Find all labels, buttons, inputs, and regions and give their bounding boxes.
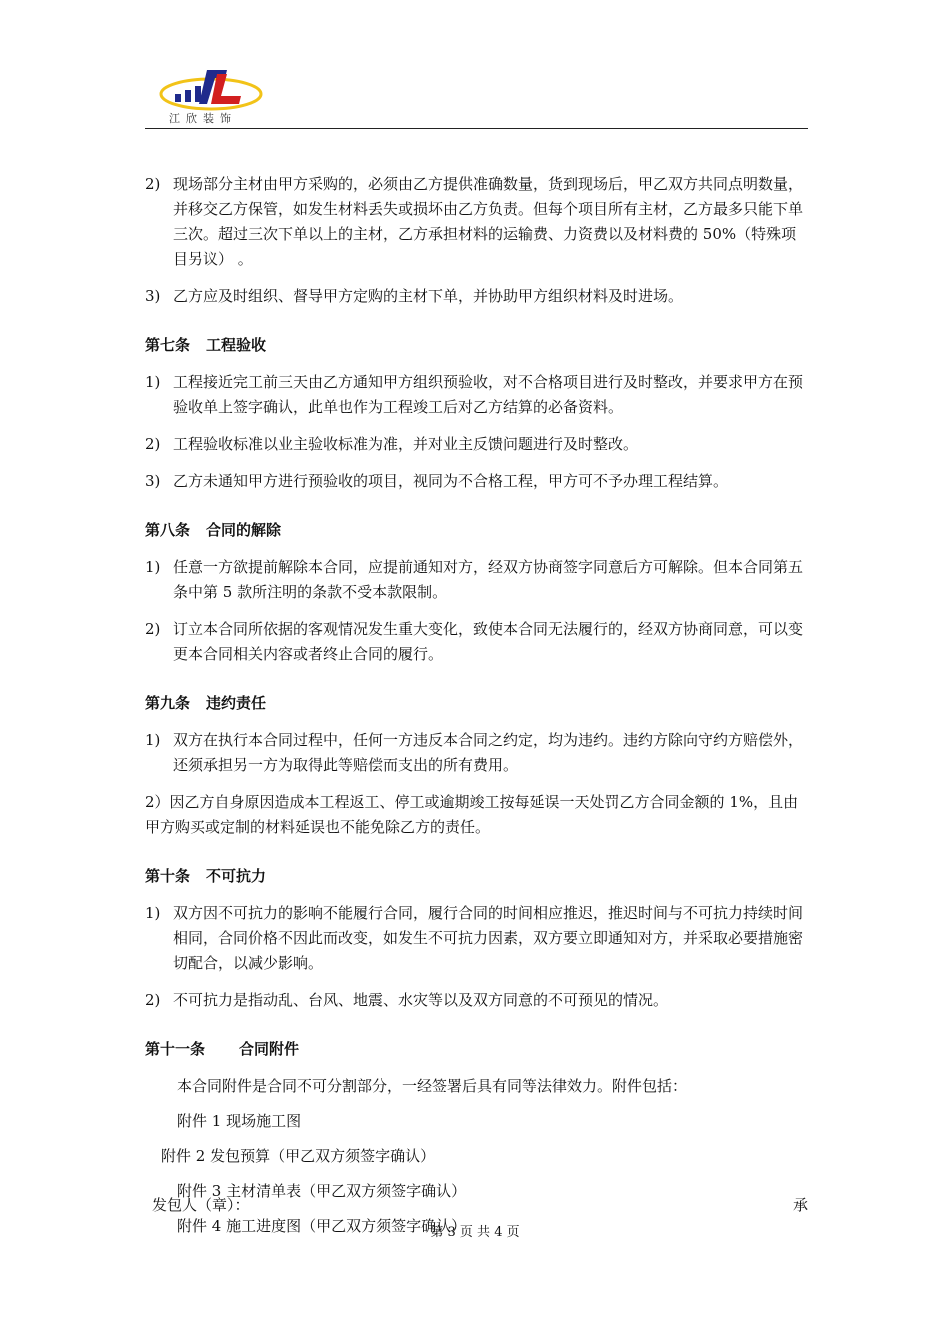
section-heading-11 bbox=[145, 1037, 808, 1062]
logo-text: 江欣装饰 bbox=[169, 112, 237, 125]
signature-right: 承 bbox=[792, 1196, 808, 1214]
item-number: 2) bbox=[145, 175, 161, 193]
item-text: 乙方应及时组织、督导甲方定购的主材下单，并协助甲方组织材料及时进场。 bbox=[173, 287, 684, 305]
item-text: 订立本合同所依据的客观情况发生重大变化，致使本合同无法履行的，经双方协商同意，可以变更本合同相关内容或者终止合同的履行。 bbox=[173, 620, 804, 663]
heading-title: 工程验收 bbox=[206, 336, 267, 354]
heading-title: 合同附件 bbox=[239, 1040, 300, 1058]
document-body bbox=[145, 172, 808, 1249]
item-text: 任意一方欲提前解除本合同，应提前通知对方，经双方协商签字同意后方可解除。但本合同第五条中第 5 款所注明的条款不受本款限制。 bbox=[173, 558, 804, 601]
item-text: 工程验收标准以业主验收标准为准，并对业主反馈问题进行及时整改。 bbox=[173, 435, 639, 453]
attachment-item: 附件 2 发包预算（甲乙双方须签字确认） bbox=[161, 1147, 436, 1165]
heading-number: 第十条 bbox=[145, 867, 191, 885]
item-number: 2) bbox=[145, 991, 161, 1009]
section-heading-10 bbox=[145, 864, 808, 889]
item-text: 双方因不可抗力的影响不能履行合同，履行合同的时间相应推迟，推迟时间与不可抗力持续时间相同，合同价格不因此而改变，如发生不可抗力因素，双方要立即通知对方，并采取必要措施密切配合，以减少影响。 bbox=[173, 904, 804, 972]
item-text: 乙方未通知甲方进行预验收的项目，视同为不合格工程，甲方可不予办理工程结算。 bbox=[173, 472, 729, 490]
header-rule bbox=[145, 128, 808, 129]
section-heading-7 bbox=[145, 333, 808, 358]
item-text: 双方在执行本合同过程中，任何一方违反本合同之约定，均为违约。违约方除向守约方赔偿外，还须承担另一方为取得此等赔偿而支出的所有费用。 bbox=[173, 731, 804, 774]
signature-left: 发包人（章）： bbox=[152, 1196, 250, 1214]
paragraph: 2）因乙方自身原因造成本工程返工、停工或逾期竣工按每延误一天处罚乙方合同金额的 1%，且由甲方购买或定制的材料延误也不能免除乙方的责任。 bbox=[145, 793, 799, 836]
heading-number: 第八条 bbox=[145, 521, 191, 539]
heading-title: 违约责任 bbox=[206, 694, 267, 712]
list-item bbox=[145, 988, 808, 1013]
page-header bbox=[145, 58, 808, 130]
heading-title: 不可抗力 bbox=[206, 867, 267, 885]
item-text: 现场部分主材由甲方采购的，必须由乙方提供准确数量，货到现场后，甲乙双方共同点明数量，并移交乙方保管，如发生材料丢失或损坏由乙方负责。但每个项目所有主材，乙方最多只能下单三次。超过三次下单以上的主材，乙方承担材料的运输费、力资费以及材料费的 50%（特殊项目另议） 。 bbox=[173, 175, 804, 268]
list-item bbox=[145, 469, 808, 494]
attachment-item: 附件 1 现场施工图 bbox=[177, 1112, 302, 1130]
item-number: 3) bbox=[145, 287, 161, 305]
heading-title: 合同的解除 bbox=[206, 521, 282, 539]
section-heading-8 bbox=[145, 518, 808, 543]
signature-row bbox=[152, 1193, 808, 1218]
item-text: 不可抗力是指动乱、台风、地震、水灾等以及双方同意的不可预见的情况。 bbox=[173, 991, 669, 1009]
attachments-intro: 本合同附件是合同不可分割部分，一经签署后具有同等法律效力。附件包括： bbox=[177, 1077, 688, 1095]
list-item bbox=[145, 432, 808, 457]
list-item bbox=[145, 555, 808, 605]
heading-number: 第九条 bbox=[145, 694, 191, 712]
list-item bbox=[145, 172, 808, 272]
list-item bbox=[145, 901, 808, 976]
list-item bbox=[145, 370, 808, 420]
list-item bbox=[145, 728, 808, 778]
item-number: 2) bbox=[145, 620, 161, 638]
list-item bbox=[145, 284, 808, 309]
item-number: 1) bbox=[145, 373, 161, 391]
heading-number: 第十一条 bbox=[145, 1040, 206, 1058]
section-heading-9 bbox=[145, 691, 808, 716]
page-footer: 第 3 页 共 4 页 bbox=[430, 1225, 520, 1240]
attachment-item: 附件 3 主材清单表（甲乙双方须签字确认） bbox=[177, 1182, 467, 1200]
item-number: 1) bbox=[145, 904, 161, 922]
item-text: 工程接近完工前三天由乙方通知甲方组织预验收，对不合格项目进行及时整改，并要求甲方在预验收单上签字确认，此单也作为工程竣工后对乙方结算的必备资料。 bbox=[173, 373, 804, 416]
item-number: 2) bbox=[145, 435, 161, 453]
item-number: 1) bbox=[145, 558, 161, 576]
item-number: 3) bbox=[145, 472, 161, 490]
item-number: 1) bbox=[145, 731, 161, 749]
heading-number: 第七条 bbox=[145, 336, 191, 354]
list-item bbox=[145, 617, 808, 667]
attachment-item: 附件 4 施工进度图（甲乙双方须签字确认） bbox=[177, 1217, 467, 1235]
